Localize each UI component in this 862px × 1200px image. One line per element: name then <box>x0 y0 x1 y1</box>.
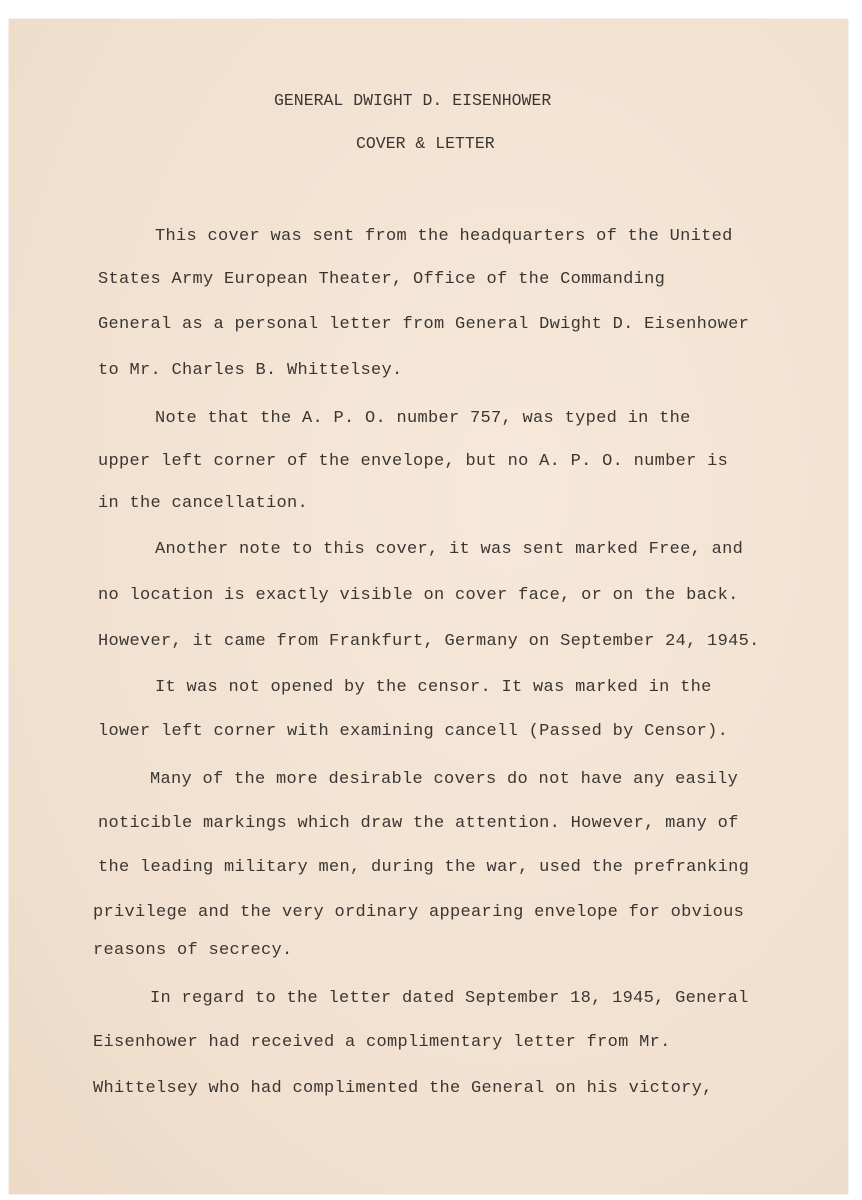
body-line: no location is exactly visible on cover face, or on the back. <box>98 586 739 605</box>
body-line: However, it came from Frankfurt, Germany on September 24, 1945. <box>98 632 760 651</box>
body-line: States Army European Theater, Office of the Commanding <box>98 270 666 289</box>
body-line: Note that the A. P. O. number 757, was typed in the <box>155 409 691 428</box>
body-line: noticible markings which draw the attention. However, many of <box>98 814 739 833</box>
body-line: reasons of secrecy. <box>93 941 293 960</box>
body-line: to Mr. Charles B. Whittelsey. <box>98 361 403 380</box>
body-line: in the cancellation. <box>98 494 309 513</box>
body-line: privilege and the very ordinary appearing envelope for obvious <box>93 903 745 922</box>
body-line: Eisenhower had received a complimentary letter from Mr. <box>93 1033 671 1052</box>
body-line: upper left corner of the envelope, but no A. P. O. number is <box>98 452 729 471</box>
body-line: In regard to the letter dated September 18, 1945, General <box>150 989 749 1008</box>
body-line: Whittelsey who had complimented the General on his victory, <box>93 1079 713 1098</box>
body-line: This cover was sent from the headquarters of the United <box>155 227 733 246</box>
document-page <box>9 19 848 1194</box>
document-subtitle: COVER & LETTER <box>356 134 495 153</box>
body-line: Many of the more desirable covers do not have any easily <box>150 770 739 789</box>
body-line: General as a personal letter from General Dwight D. Eisenhower <box>98 315 750 334</box>
body-line: lower left corner with examining cancell (Passed by Censor). <box>98 722 729 741</box>
body-line: the leading military men, during the war, used the prefranking <box>98 858 750 877</box>
body-line: It was not opened by the censor. It was marked in the <box>155 678 712 697</box>
document-title: GENERAL DWIGHT D. EISENHOWER <box>274 91 552 110</box>
body-line: Another note to this cover, it was sent marked Free, and <box>155 540 744 559</box>
